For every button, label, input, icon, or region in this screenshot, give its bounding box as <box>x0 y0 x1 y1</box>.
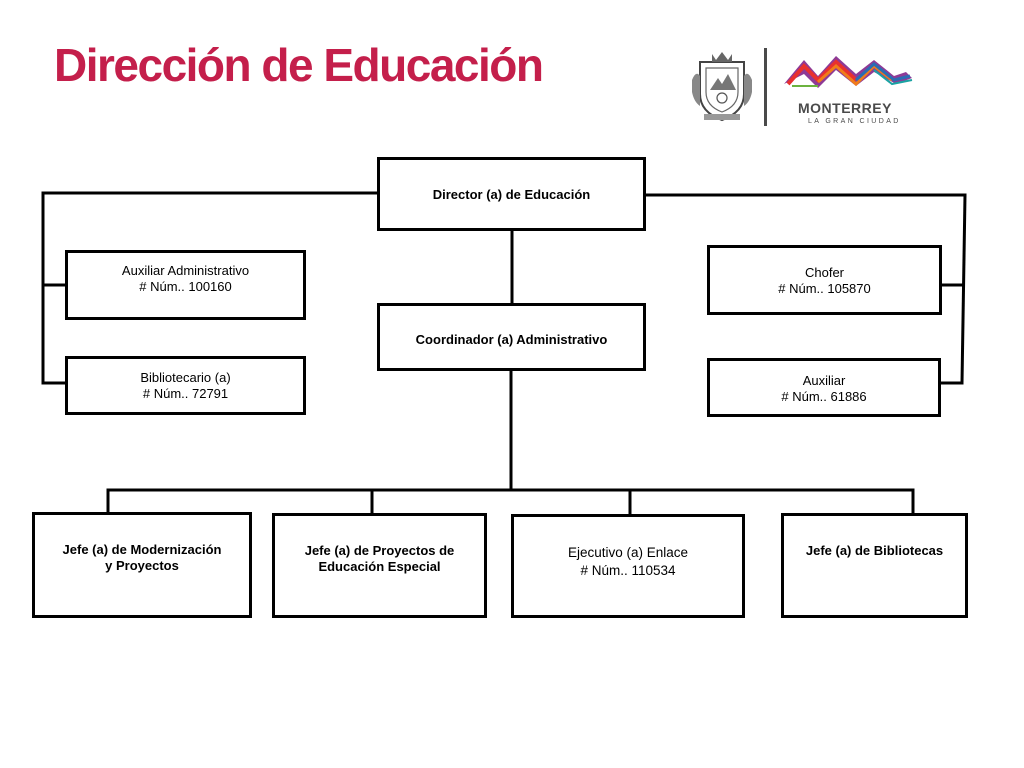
node-aux-admin: Auxiliar Administrativo # Núm.. 100160 <box>65 250 306 320</box>
connector-right-vertical <box>962 195 965 383</box>
node-librarian: Bibliotecario (a) # Núm.. 72791 <box>65 356 306 415</box>
node-coordinator: Coordinador (a) Administrativo <box>377 303 646 371</box>
node-liaison: Ejecutivo (a) Enlace # Núm.. 110534 <box>511 514 745 618</box>
node-head-libraries: Jefe (a) de Bibliotecas <box>781 513 968 618</box>
node-head-modernization: Jefe (a) de Modernización y Proyectos <box>32 512 252 618</box>
node-director: Director (a) de Educación <box>377 157 646 231</box>
node-driver: Chofer # Núm.. 105870 <box>707 245 942 315</box>
node-head-special-ed: Jefe (a) de Proyectos de Educación Especial <box>272 513 487 618</box>
brand-name: MONTERREY <box>798 100 892 116</box>
page-title: Dirección de Educación <box>54 39 543 91</box>
brand-tagline: LA GRAN CIUDAD <box>808 118 901 125</box>
node-assistant: Auxiliar # Núm.. 61886 <box>707 358 941 417</box>
